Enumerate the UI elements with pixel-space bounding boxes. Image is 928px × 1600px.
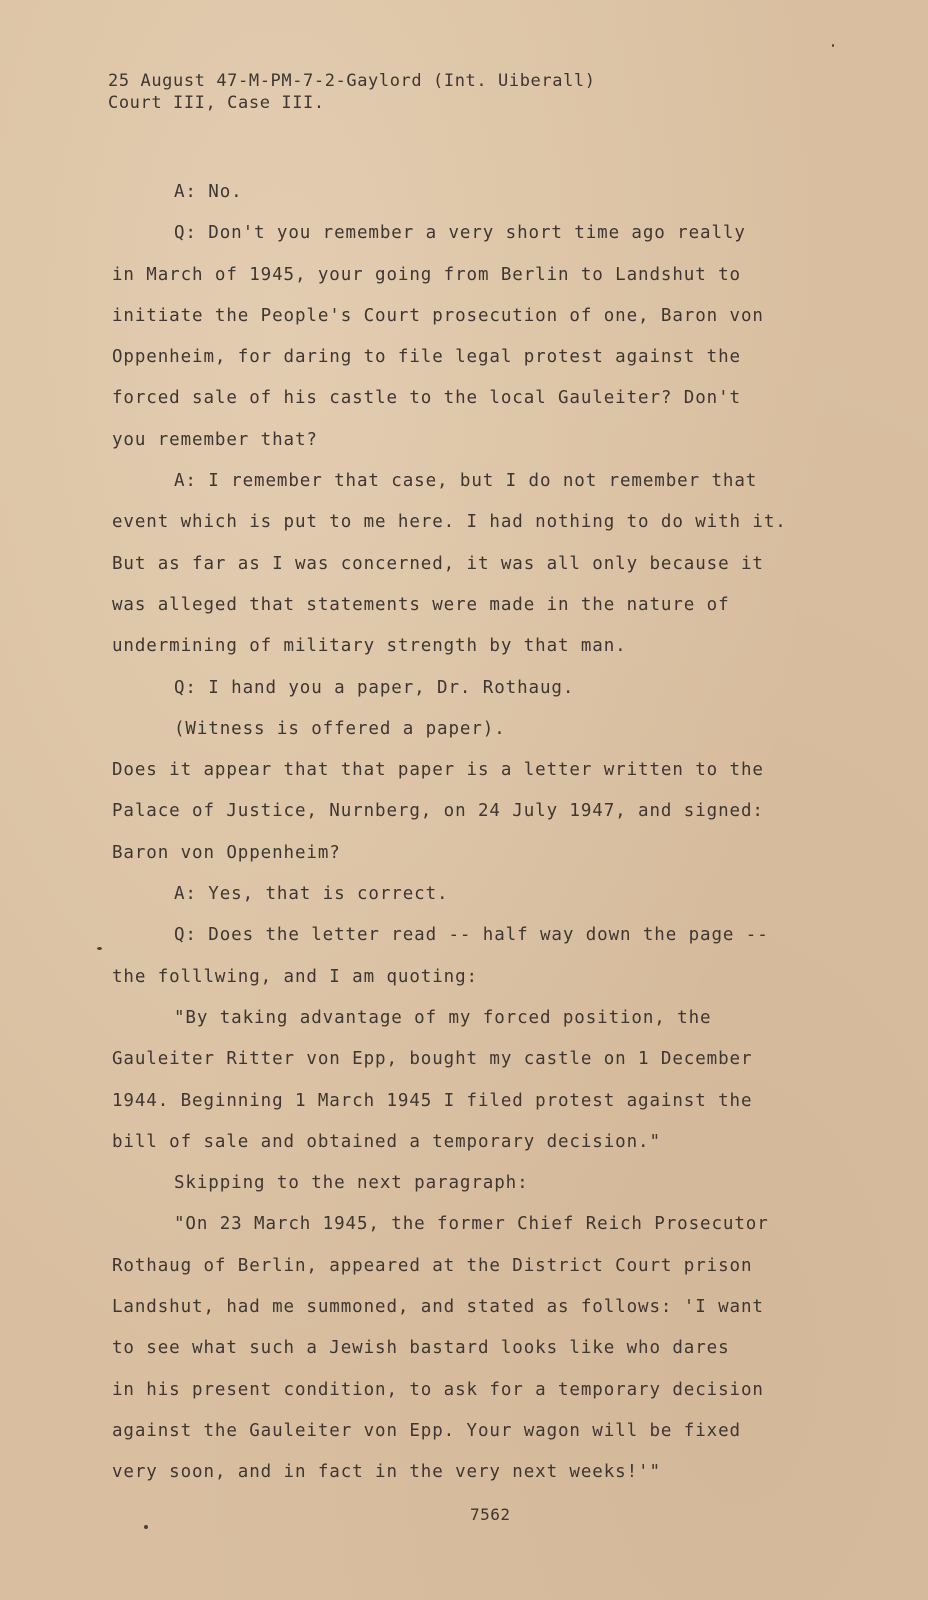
transcript-line: was alleged that statements were made in the nature of	[112, 594, 730, 615]
transcript-line: A: No.	[174, 182, 243, 202]
page-number: 7562	[470, 1505, 511, 1524]
transcript-line: Rothaug of Berlin, appeared at the District Court prison	[112, 1255, 753, 1276]
paper-speck	[144, 1525, 148, 1529]
transcript-line: initiate the People's Court prosecution of one, Baron von	[112, 305, 764, 326]
header-session-line: 25 August 47-M-PM-7-2-Gaylord (Int. Uiberall)	[108, 71, 596, 91]
paper-speck	[97, 947, 102, 950]
transcript-line: Q: I hand you a paper, Dr. Rothaug.	[174, 677, 575, 698]
transcript-line: to see what such a Jewish bastard looks like who dares	[112, 1338, 730, 1359]
transcript-line: in his present condition, to ask for a temporary decision	[112, 1379, 764, 1400]
transcript-line: A: I remember that case, but I do not remember that	[174, 471, 758, 492]
transcript-line: Oppenheim, for daring to file legal protest against the	[112, 347, 741, 368]
transcript-line: forced sale of his castle to the local Gauleiter? Don't	[112, 388, 741, 409]
transcript-line: Gauleiter Ritter von Epp, bought my castle on 1 December	[112, 1049, 753, 1070]
transcript-line: Landshut, had me summoned, and stated as follows: 'I want	[112, 1297, 764, 1318]
transcript-line: (Witness is offered a paper).	[174, 718, 506, 739]
transcript-line: the folllwing, and I am quoting:	[112, 966, 478, 987]
transcript-line: bill of sale and obtained a temporary decision."	[112, 1131, 661, 1152]
transcript-line: 1944. Beginning 1 March 1945 I filed protest against the	[112, 1090, 753, 1111]
paper-speck	[832, 44, 834, 47]
transcript-line: you remember that?	[112, 429, 318, 450]
transcript-line: Skipping to the next paragraph:	[174, 1173, 529, 1194]
transcript-line: event which is put to me here. I had nothing to do with it.	[112, 512, 787, 533]
transcript-line: undermining of military strength by that man.	[112, 636, 627, 657]
transcript-line: in March of 1945, your going from Berlin to Landshut to	[112, 264, 741, 285]
transcript-line: "On 23 March 1945, the former Chief Reich Prosecutor	[174, 1214, 769, 1235]
transcript-line: Q: Don't you remember a very short time ago really	[174, 223, 746, 244]
transcript-line: Baron von Oppenheim?	[112, 842, 341, 863]
document-header	[108, 70, 596, 114]
transcript-line: But as far as I was concerned, it was all only because it	[112, 553, 764, 574]
transcript-line: A: Yes, that is correct.	[174, 884, 449, 905]
header-court-line: Court III, Case III.	[108, 93, 325, 113]
transcript-line: Palace of Justice, Nurnberg, on 24 July 1947, and signed:	[112, 801, 764, 822]
transcript-body	[112, 172, 872, 1494]
transcript-line: Q: Does the letter read -- half way down the page --	[174, 925, 769, 946]
transcript-line: very soon, and in fact in the very next weeks!'"	[112, 1462, 661, 1483]
transcript-line: against the Gauleiter von Epp. Your wagon will be fixed	[112, 1420, 741, 1441]
transcript-line: Does it appear that that paper is a letter written to the	[112, 760, 764, 781]
transcript-line: "By taking advantage of my forced position, the	[174, 1007, 712, 1028]
